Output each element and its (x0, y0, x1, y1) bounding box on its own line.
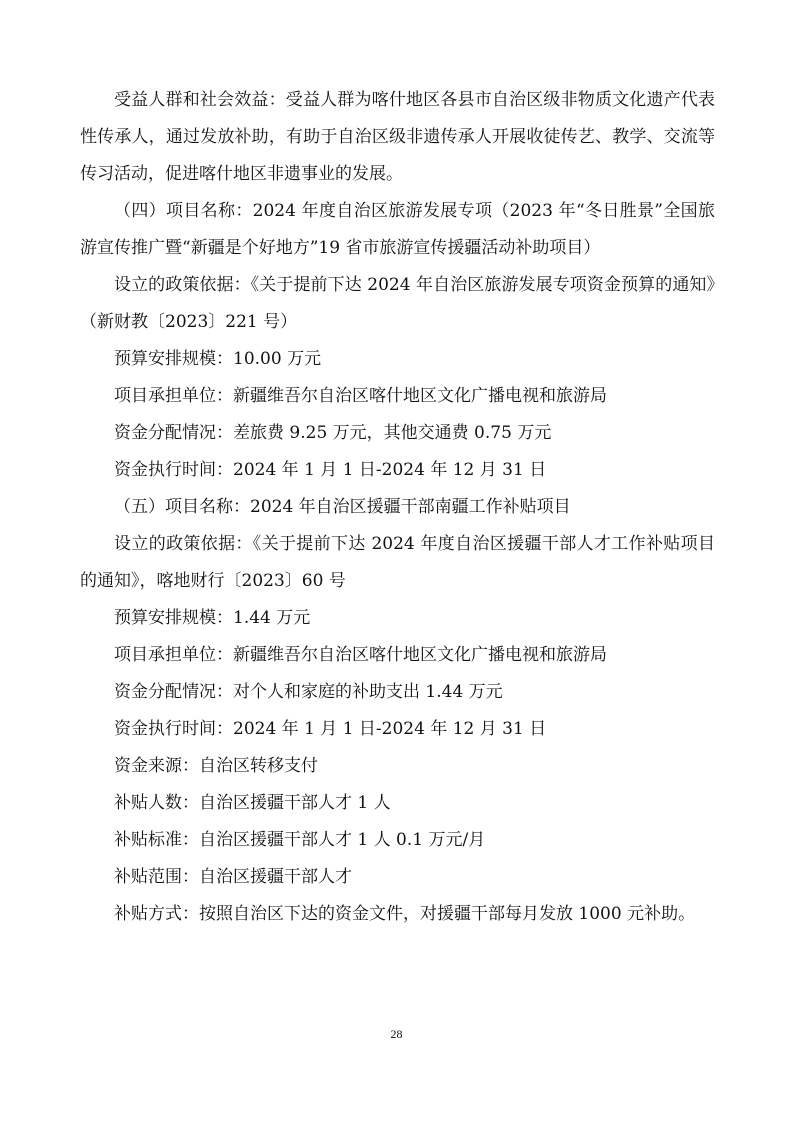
paragraph-project-4-allocation: 资金分配情况：差旅费 9.25 万元，其他交通费 0.75 万元 (114, 423, 552, 443)
paragraph-project-5-policy: 设立的政策依据：《关于提前下达 2024 年度自治区援疆干部人才工作补贴项目的通知》，喀地财行〔2023〕60 号 (80, 534, 715, 591)
paragraph-project-5-title: （五）项目名称：2024 年自治区援疆干部南疆工作补贴项目 (114, 497, 571, 517)
paragraph-project-4-unit: 项目承担单位：新疆维吾尔自治区喀什地区文化广播电视和旅游局 (114, 386, 607, 406)
paragraph-project-4-policy: 设立的政策依据：《关于提前下达 2024 年自治区旅游发展专项资金预算的通知》（新财教〔2023〕221 号） (80, 275, 715, 332)
paragraph-fund-source: 资金来源：自治区转移支付 (114, 756, 318, 776)
paragraph-subsidy-method: 补贴方式：按照自治区下达的资金文件，对援疆干部每月发放 1000 元补助。 (114, 904, 696, 924)
paragraph-subsidy-count: 补贴人数：自治区援疆干部人才 1 人 (114, 793, 391, 813)
paragraph-subsidy-standard: 补贴标准：自治区援疆干部人才 1 人 0.1 万元/月 (114, 830, 486, 850)
paragraph-project-5-budget: 预算安排规模：1.44 万元 (114, 608, 311, 628)
paragraph-subsidy-scope: 补贴范围：自治区援疆干部人才 (114, 867, 352, 887)
document-body (80, 82, 715, 933)
paragraph-project-4-budget: 预算安排规模：10.00 万元 (114, 349, 322, 369)
page-number: 28 (390, 1027, 403, 1041)
paragraph-beneficiaries: 受益人群和社会效益：受益人群为喀什地区各县市自治区级非物质文化遗产代表性传承人，通过发放补助，有助于自治区级非遗传承人开展收徒传艺、教学、交流等传习活动，促进喀什地区非遗事业的发展。 (80, 90, 715, 184)
paragraph-project-4-title: （四）项目名称：2024 年度自治区旅游发展专项（2023 年“冬日胜景”全国旅游宣传推广暨“新疆是个好地方”19 省市旅游宣传援疆活动补助项目） (80, 201, 715, 258)
paragraph-project-5-period: 资金执行时间：2024 年 1 月 1 日-2024 年 12 月 31 日 (114, 719, 547, 739)
paragraph-project-5-unit: 项目承担单位：新疆维吾尔自治区喀什地区文化广播电视和旅游局 (114, 645, 607, 665)
paragraph-project-5-allocation: 资金分配情况：对个人和家庭的补助支出 1.44 万元 (114, 682, 503, 702)
paragraph-project-4-period: 资金执行时间：2024 年 1 月 1 日-2024 年 12 月 31 日 (114, 460, 547, 480)
